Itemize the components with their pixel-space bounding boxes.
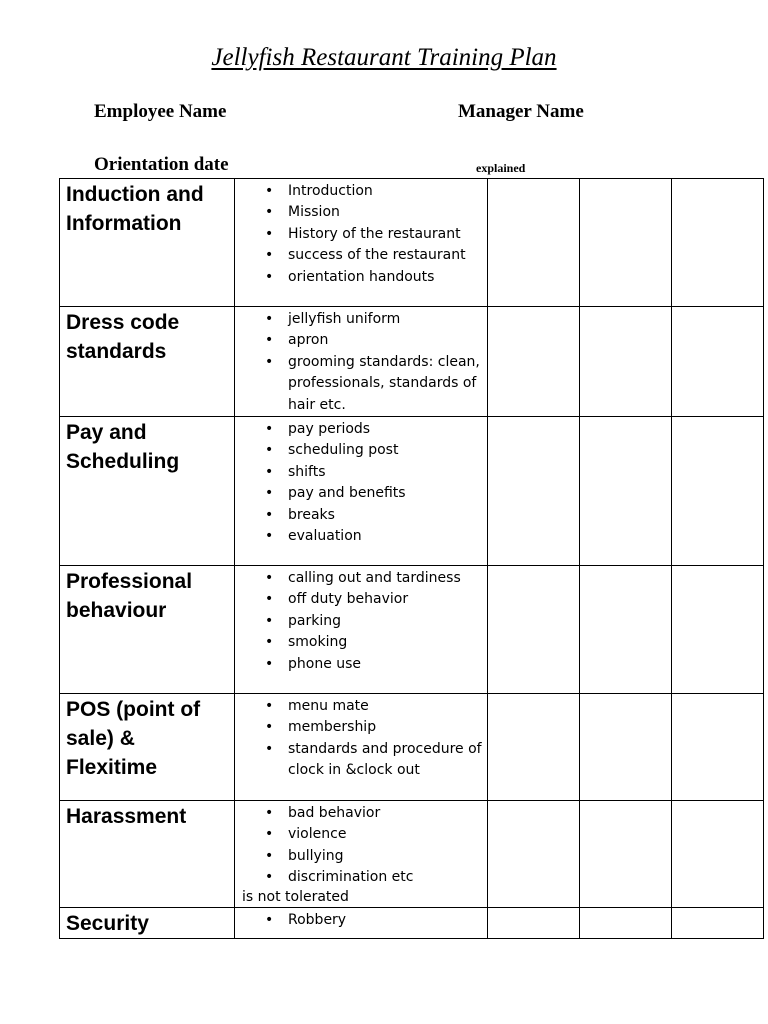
table-row-pos-flexitime (60, 694, 764, 801)
topic-items-cell (235, 179, 488, 307)
topic-item: • discrimination etc (243, 867, 487, 888)
table-row-pay-scheduling (60, 417, 764, 566)
topic-item: • scheduling post (243, 440, 487, 461)
topic-item: • pay periods (243, 419, 487, 440)
signoff-cell-1[interactable] (488, 179, 580, 307)
topic-title (60, 307, 234, 366)
topic-item: • apron (243, 330, 487, 351)
document-title-text: Jellyfish Restaurant Training Plan (211, 44, 557, 71)
training-plan-body (60, 179, 764, 939)
table-row-security (60, 908, 764, 939)
signoff-cell-2[interactable] (580, 566, 672, 694)
topic-cell (60, 801, 235, 908)
topic-item: • Introduction (243, 181, 487, 202)
topic-item: • off duty behavior (243, 589, 487, 610)
topic-item: • parking (243, 611, 487, 632)
topic-items-list (235, 566, 487, 675)
signoff-cell-3[interactable] (672, 801, 764, 908)
topic-items-cell (235, 801, 488, 908)
table-row-professional-behaviour (60, 566, 764, 694)
topic-items-cell (235, 908, 488, 939)
topic-item: • menu mate (243, 696, 487, 717)
employee-name-label: Employee Name (94, 101, 227, 122)
topic-item: • phone use (243, 654, 487, 675)
topic-item: • orientation handouts (243, 267, 487, 288)
signoff-cell-1[interactable] (488, 694, 580, 801)
training-plan-table (59, 178, 764, 939)
topic-title (60, 694, 234, 782)
topic-item: • membership (243, 717, 487, 738)
topic-cell (60, 908, 235, 939)
topic-cell (60, 566, 235, 694)
topic-items-list (235, 908, 487, 931)
topic-items-cell (235, 307, 488, 417)
topic-item: • standards and procedure of clock in &clock out (243, 739, 487, 782)
topic-title-line: Flexitime (66, 756, 158, 780)
signoff-cell-2[interactable] (580, 307, 672, 417)
topic-item: • jellyfish uniform (243, 309, 487, 330)
document-title (0, 44, 768, 72)
topic-items-list (235, 307, 487, 416)
table-row-induction (60, 179, 764, 307)
topic-title-line: Professional (66, 570, 193, 594)
topic-item: • breaks (243, 505, 487, 526)
topic-title-line: behaviour (66, 599, 167, 623)
topic-cell (60, 417, 235, 566)
orientation-date-label: Orientation date (94, 154, 229, 175)
topic-title-line: standards (66, 340, 167, 363)
topic-item: • evaluation (243, 526, 487, 547)
topic-title-line: Pay and (66, 421, 147, 445)
topic-item: • Mission (243, 202, 487, 223)
signoff-cell-3[interactable] (672, 179, 764, 307)
topic-cell (60, 179, 235, 307)
topic-items-note: is not tolerated (242, 888, 349, 905)
signoff-cell-3[interactable] (672, 694, 764, 801)
topic-items-cell (235, 417, 488, 566)
signoff-cell-1[interactable] (488, 801, 580, 908)
topic-cell (60, 307, 235, 417)
topic-item: • History of the restaurant (243, 224, 487, 245)
signoff-cell-2[interactable] (580, 801, 672, 908)
topic-title (60, 417, 234, 476)
signoff-cell-1[interactable] (488, 566, 580, 694)
topic-title-line: Induction and (66, 183, 204, 206)
topic-cell (60, 694, 235, 801)
table-row-harassment (60, 801, 764, 908)
topic-title-line: Security (66, 912, 149, 936)
topic-items-list (235, 417, 487, 547)
signoff-cell-3[interactable] (672, 417, 764, 566)
topic-item: • shifts (243, 462, 487, 483)
table-row-dress-code (60, 307, 764, 417)
topic-item: • pay and benefits (243, 483, 487, 504)
topic-title (60, 801, 234, 831)
manager-name-label: Manager Name (458, 101, 584, 122)
topic-title (60, 908, 234, 938)
topic-items-list (235, 801, 487, 889)
topic-title (60, 566, 234, 625)
signoff-cell-2[interactable] (580, 694, 672, 801)
signoff-cell-2[interactable] (580, 179, 672, 307)
topic-item: • bad behavior (243, 803, 487, 824)
signoff-cell-3[interactable] (672, 566, 764, 694)
topic-title-line: Information (66, 212, 182, 235)
signoff-cell-1[interactable] (488, 908, 580, 939)
topic-item: • smoking (243, 632, 487, 653)
topic-items-cell (235, 566, 488, 694)
signoff-cell-2[interactable] (580, 908, 672, 939)
topic-item: • violence (243, 824, 487, 845)
topic-item: • Robbery (243, 910, 487, 931)
topic-title-line: Scheduling (66, 450, 180, 474)
explained-label: explained (476, 161, 526, 175)
signoff-cell-3[interactable] (672, 908, 764, 939)
topic-title-line: sale) & (66, 727, 135, 751)
topic-items-list (235, 179, 487, 288)
topic-item: • grooming standards: clean, professionals, standards of hair etc. (243, 352, 487, 416)
topic-title-line: Dress code (66, 311, 180, 334)
topic-title-line: Harassment (66, 805, 187, 829)
topic-item: • calling out and tardiness (243, 568, 487, 589)
signoff-cell-3[interactable] (672, 307, 764, 417)
signoff-cell-1[interactable] (488, 307, 580, 417)
topic-title-line: POS (point of (66, 698, 201, 722)
signoff-cell-1[interactable] (488, 417, 580, 566)
topic-items-list (235, 694, 487, 782)
topic-title (60, 179, 234, 238)
signoff-cell-2[interactable] (580, 417, 672, 566)
topic-item: • success of the restaurant (243, 245, 487, 266)
topic-item: • bullying (243, 846, 487, 867)
topic-items-cell (235, 694, 488, 801)
